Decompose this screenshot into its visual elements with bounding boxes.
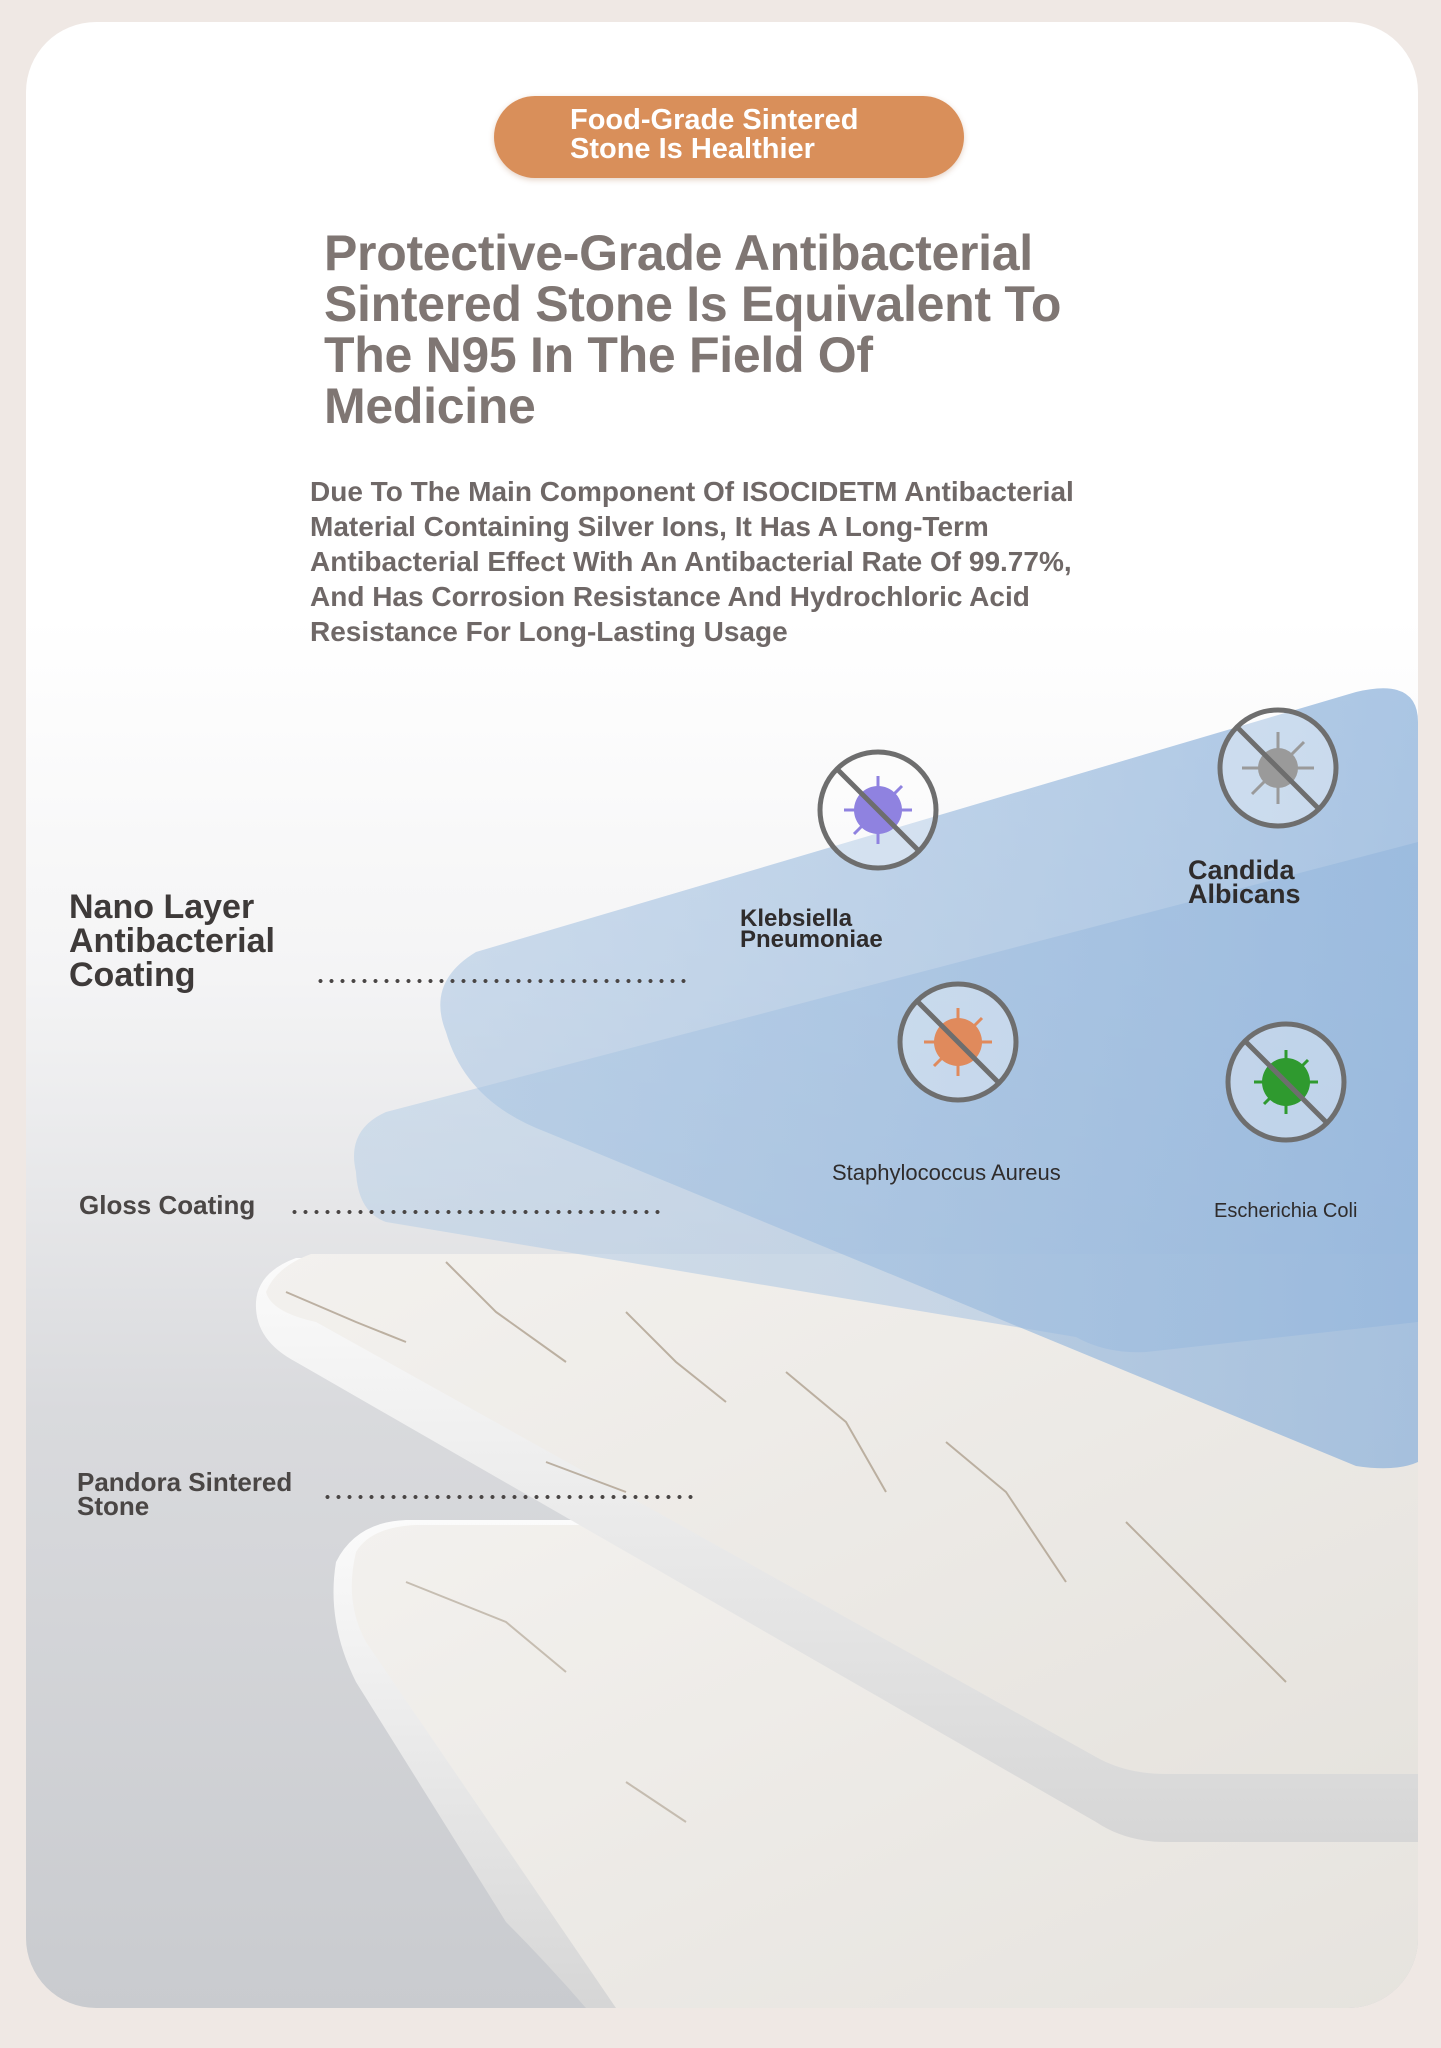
candida-label: Candida Albicans bbox=[1188, 855, 1301, 909]
description: Due To The Main Component Of ISOCIDETM Antibacterial Material Containing Silver Ions, It Has A Long-Term Antibacterial Effect With An Antibacterial Rate Of 99.77%, And Has Corrosion Resistance And Hydrochloric Acid Resistance For Long-Lasting Usage bbox=[310, 476, 1074, 647]
page-title: Protective-Grade Antibacterial Sintered Stone Is Equivalent To The N95 In The Field Of Medicine bbox=[324, 225, 1062, 434]
escherichia-label: Escherichia Coli bbox=[1214, 1200, 1358, 1222]
nano-layer-leader bbox=[315, 979, 689, 983]
green-virus-icon bbox=[1224, 1020, 1348, 1144]
nano-layer-label: Nano Layer Antibacterial Coating bbox=[69, 888, 275, 994]
gloss-coating-leader bbox=[289, 1210, 665, 1214]
orange-virus-icon bbox=[896, 980, 1020, 1104]
product-card bbox=[26, 22, 1418, 2008]
pandora-stone-leader bbox=[322, 1495, 696, 1499]
gray-virus-icon bbox=[1216, 706, 1340, 830]
klebsiella-label: Klebsiella Pneumoniae bbox=[740, 905, 883, 953]
pandora-stone-label: Pandora Sintered Stone bbox=[77, 1467, 293, 1521]
purple-virus-icon bbox=[816, 748, 940, 872]
staphylococcus-label: Staphylococcus Aureus bbox=[832, 1160, 1061, 1185]
gloss-coating-label: Gloss Coating bbox=[79, 1190, 256, 1220]
badge-text: Food-Grade Sintered Stone Is Healthier bbox=[570, 104, 859, 165]
